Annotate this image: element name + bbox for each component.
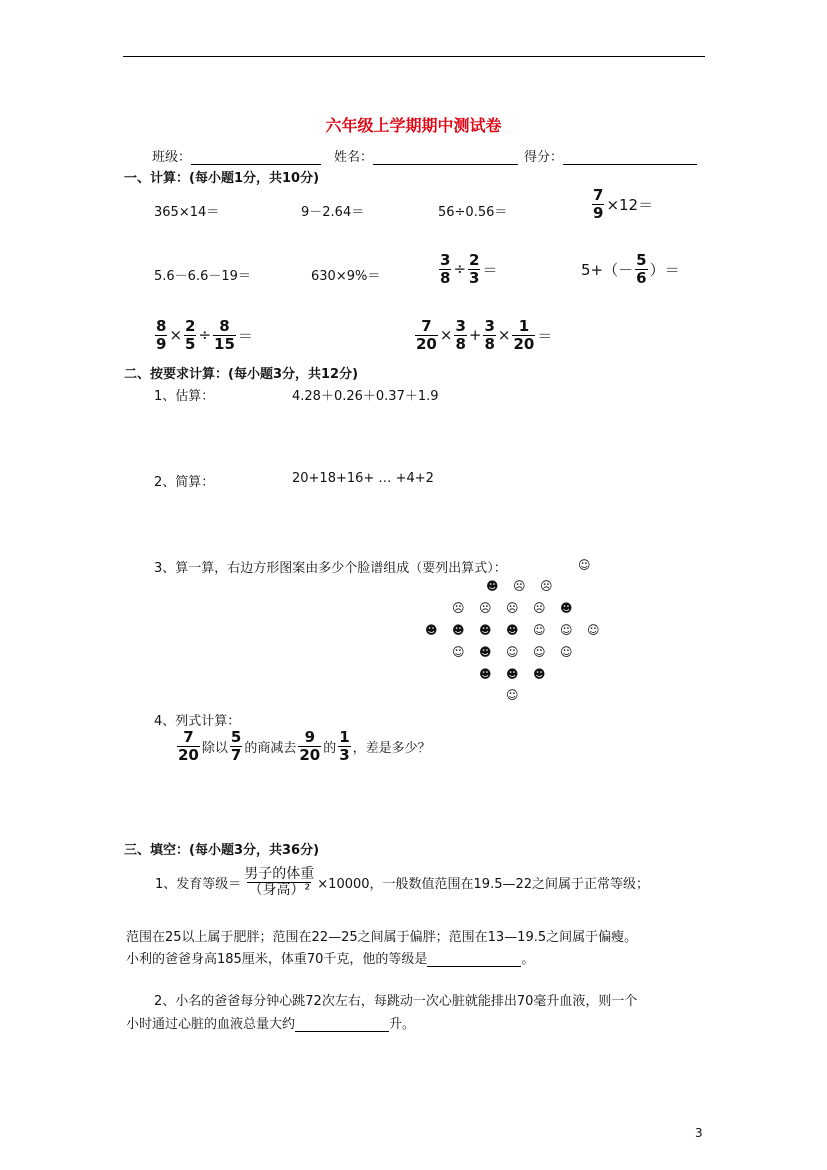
fraction: $\frac{1}{3}$ (339, 728, 350, 764)
fraction: $\frac{7}{20}$ (178, 728, 199, 764)
q2-1-label: 1、估算： (154, 389, 215, 404)
face-icon: ☻ (479, 667, 492, 681)
q3-2-line2: 小时通过心脏的血液总量大约 升。 (126, 1017, 416, 1032)
face-icon: ☹ (479, 601, 492, 615)
q3-1-line2: 范围在25以上属于肥胖；范围在22—25之间属于偏胖；范围在13—19.5之间属于偏瘦。 (126, 930, 638, 945)
problem-4: $\frac{7}{9}$ ×12＝ (593, 186, 654, 222)
answer-blank[interactable] (427, 952, 521, 967)
fraction: $\frac{8}{15}$ (214, 317, 235, 353)
page-title: 六年级上学期期中测试卷 (325, 116, 502, 135)
q2-1-expression: 4.28＋0.26＋0.37＋1.9 (292, 389, 439, 404)
fraction: $\frac{3}{8}$ (455, 317, 466, 353)
header-rule (123, 56, 705, 57)
section-1-heading: 一、计算：(每小题1分，共10分) (124, 171, 320, 186)
face-icon: ☺ (560, 645, 573, 659)
face-icon: ☺ (533, 623, 546, 637)
class-label: 班级： (152, 150, 192, 165)
face-icon: ☹ (452, 601, 465, 615)
face-icon: ☺ (452, 645, 465, 659)
face-icon: ☻ (533, 667, 546, 681)
face-icon: ☻ (479, 645, 492, 659)
fraction: $\frac{3}{8}$ (484, 317, 495, 353)
face-icon: ☻ (486, 579, 499, 593)
fraction: $\frac{8}{9}$ (156, 317, 167, 353)
fraction: $\frac{9}{20}$ (299, 728, 321, 764)
score-blank[interactable] (563, 150, 697, 165)
fraction: $\frac{7}{9}$ (593, 186, 604, 222)
score-field (524, 146, 697, 165)
face-icon: ☹ (540, 579, 553, 593)
fraction: $\frac{5}{6}$ (636, 251, 647, 287)
problem-10: $\frac{7}{20}$ × $\frac{3}{8}$ + $\frac{3}{8}$ × $\frac{1}{20}$ ＝ (416, 317, 553, 353)
problem-3: 56÷0.56＝ (438, 205, 508, 220)
q2-4-problem: $\frac{7}{20}$ 除以 $\frac{5}{7}$ 的商减去 $\frac{9}{20}$ 的 $\frac{1}{3}$ ，差是多少？ (178, 728, 431, 764)
section-3-heading: 三、填空：(每小题3分，共36分) (124, 843, 320, 858)
section-2-heading: 二、按要求计算：(每小题3分，共12分) (124, 367, 359, 382)
problem-8: 5+（－ $\frac{5}{6}$ ）＝ (581, 251, 680, 287)
face-icon: ☻ (479, 623, 492, 637)
fraction: $\frac{2}{3}$ (469, 251, 480, 287)
face-icon: ☺ (506, 688, 519, 702)
problem-6: 630×9%＝ (311, 269, 381, 284)
fraction: $\frac{5}{7}$ (230, 728, 242, 764)
face-icon: ☺ (560, 623, 573, 637)
fraction: $\frac{\text{男子的体重}}{\text{（身高）²}}$ (244, 866, 315, 899)
page-number: 3 (695, 1126, 703, 1140)
name-blank[interactable] (373, 150, 518, 165)
face-icon: ☻ (560, 601, 573, 615)
problem-5: 5.6－6.6－19＝ (154, 269, 251, 284)
face-icon: ☻ (452, 623, 465, 637)
face-icon: ☻ (506, 623, 519, 637)
name-field (334, 146, 518, 165)
q2-2-expression: 20+18+16+ … +4+2 (292, 471, 434, 486)
fraction: $\frac{7}{20}$ (416, 317, 437, 353)
face-icon: ☺ (578, 558, 591, 572)
class-blank[interactable] (191, 150, 321, 165)
fraction: $\frac{1}{20}$ (513, 317, 535, 353)
face-icon: ☻ (425, 623, 438, 637)
q3-2-line1: 2、小名的爸爸每分钟心跳72次左右，每跳动一次心脏就能排出70毫升血液，则一个 (154, 994, 638, 1009)
face-icon: ☹ (506, 601, 519, 615)
answer-blank[interactable] (295, 1017, 389, 1032)
face-icon: ☺ (506, 645, 519, 659)
face-icon: ☺ (587, 623, 600, 637)
face-icon: ☻ (506, 667, 519, 681)
fraction: $\frac{3}{8}$ (440, 251, 451, 287)
problem-9: $\frac{8}{9}$ × $\frac{2}{5}$ ÷ $\frac{8}{15}$ ＝ (156, 317, 253, 353)
score-label: 得分： (524, 150, 564, 165)
problem-1: 365×14＝ (154, 205, 220, 220)
problem-2: 9－2.64＝ (301, 205, 365, 220)
q2-3-text: 3、算一算，右边方形图案由多少个脸谱组成（要列出算式）： (154, 561, 507, 576)
fraction: $\frac{2}{5}$ (185, 317, 196, 353)
face-icon: ☹ (533, 601, 546, 615)
name-label: 姓名： (334, 150, 374, 165)
q2-4-label: 4、列式计算： (154, 714, 241, 729)
face-icon: ☹ (513, 579, 526, 593)
face-icon: ☺ (533, 645, 546, 659)
q3-1-line1: 1、发育等级＝ $\frac{\text{男子的体重}}{\text{（身高）²}}$ ×10000，一般数值范围在19.5—22之间属于正常等级； (155, 866, 650, 899)
q3-1-line3: 小利的爸爸身高185厘米，体重70千克，他的等级是 。 (126, 952, 535, 967)
q2-2-label: 2、简算： (154, 475, 215, 490)
class-field (152, 146, 321, 165)
problem-7: $\frac{3}{8}$ ÷ $\frac{2}{3}$ ＝ (440, 251, 498, 287)
